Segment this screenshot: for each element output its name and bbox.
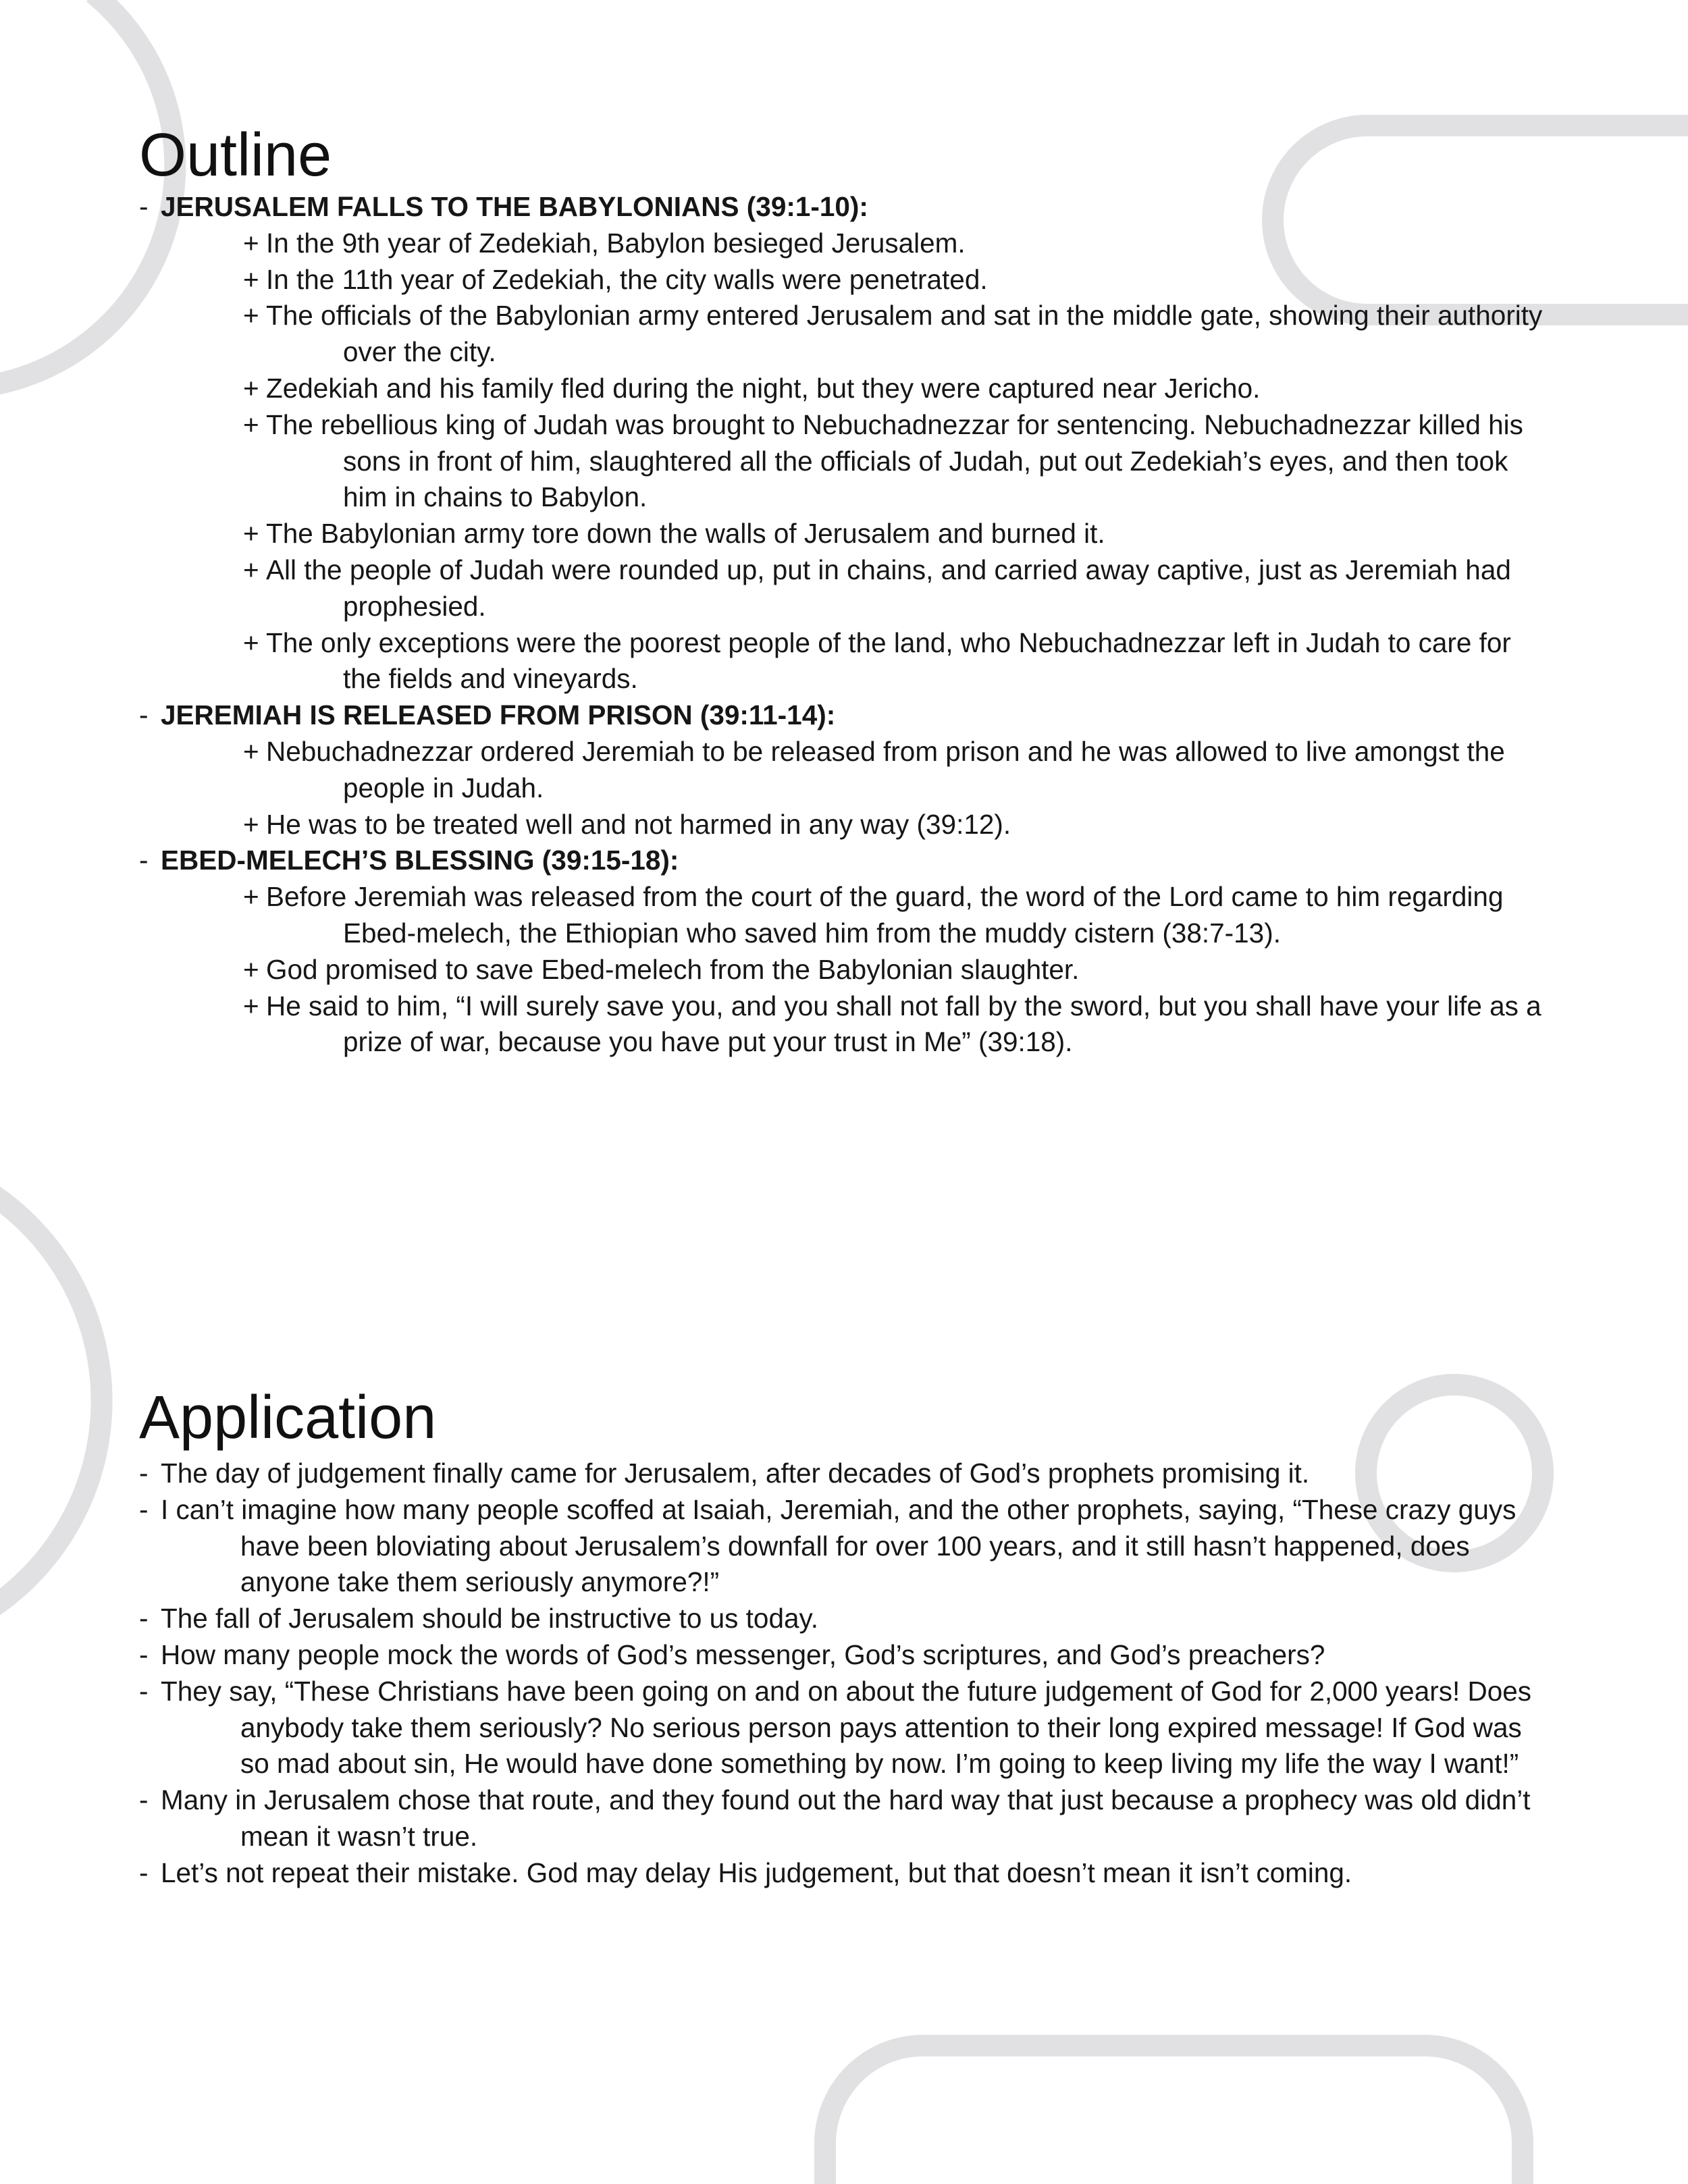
outline-group-heading [139,189,1553,225]
outline-body [139,189,1553,1061]
application-item [139,1456,1553,1492]
outline-item [139,952,1553,988]
plus-marker: + [243,518,259,550]
application-section [139,1384,1553,1892]
outline-group-heading-text: EBED-MELECH’S BLESSING (39:15-18): [161,845,679,876]
outline-section [139,122,1553,1061]
outline-item [139,807,1553,843]
outline-item-text: The officials of the Babylonian army entered Jerusalem and sat in the middle gate, showing their authority over the city. [266,300,1543,368]
outline-item-text: He said to him, “I will surely save you, and you shall not fall by the sword, but you shall have your life as a prize of war, because you have put your trust in Me” (39:18). [266,990,1541,1058]
application-item-text: The day of judgement finally came for Jerusalem, after decades of God’s prophets promising it. [161,1458,1310,1489]
plus-marker: + [243,263,259,295]
plus-marker: + [243,408,259,440]
application-body [139,1456,1553,1892]
application-item [139,1782,1553,1855]
application-item-text: I can’t imagine how many people scoffed at Isaiah, Jeremiah, and the other prophets, saying, “These crazy guys have been bloviating about Jerusalem’s downfall for over 100 years, and it still hasn’t happened, does anyone take them seriously anymore?!” [161,1493,1516,1598]
dash-marker: - [139,1675,149,1707]
application-item [139,1601,1553,1637]
plus-marker: + [243,627,259,658]
outline-item-text: He was to be treated well and not harmed in any way (39:12). [266,808,1011,840]
decor-arch-bottom [825,2046,1523,2184]
outline-item [139,552,1553,625]
outline-group-heading-text: JEREMIAH IS RELEASED FROM PRISON (39:11-14): [161,699,836,731]
plus-marker: + [243,990,259,1021]
application-item-text: Many in Jerusalem chose that route, and they found out the hard way that just because a prophecy was old didn’t mean it wasn’t true. [161,1784,1531,1852]
plus-marker: + [243,300,259,331]
outline-item-text: Before Jeremiah was released from the court of the guard, the word of the Lord came to him regarding Ebed-melech, the Ethiopian who saved him from the muddy cistern (38:7-13). [266,881,1504,949]
application-item [139,1855,1553,1892]
outline-item-text: The only exceptions were the poorest people of the land, who Nebuchadnezzar left in Judah to care for the fields and vineyards. [266,627,1511,695]
outline-group-heading [139,843,1553,879]
plus-marker: + [243,372,259,404]
application-item-text: How many people mock the words of God’s messenger, God’s scriptures, and God’s preachers? [161,1639,1325,1670]
outline-item-text: All the people of Judah were rounded up, put in chains, and carried away captive, just as Jeremiah had prophesied. [266,554,1511,622]
plus-marker: + [243,227,259,259]
outline-item [139,262,1553,298]
dash-marker: - [139,1639,149,1670]
application-item [139,1637,1553,1674]
application-item-text: They say, “These Christians have been going on and on about the future judgement of God for 2,000 years! Does anybody take them seriously? No serious person pays attention to their long expired message! If God was so mad about sin, He would have done something by now. I’m going to keep living my life the way I want!” [161,1675,1532,1780]
application-item-text: Let’s not repeat their mistake. God may delay His judgement, but that doesn’t mean it isn’t coming. [161,1857,1352,1888]
outline-item-text: The rebellious king of Judah was brought to Nebuchadnezzar for sentencing. Nebuchadnezzar killed his sons in front of him, slaughtered all the officials of Judah, put out Zedekiah’s eyes, and then took him in chains to Babylon. [266,408,1523,513]
application-item [139,1674,1553,1782]
outline-item-text: Nebuchadnezzar ordered Jeremiah to be released from prison and he was allowed to live amongst the people in Judah. [266,735,1505,803]
outline-item [139,371,1553,407]
outline-item [139,407,1553,516]
plus-marker: + [243,735,259,767]
dash-marker: - [139,1603,149,1634]
dash-marker: - [139,1493,149,1525]
plus-marker: + [243,554,259,585]
plus-marker: + [243,881,259,913]
dash-marker: - [139,699,149,731]
dash-marker: - [139,191,149,222]
application-item-text: The fall of Jerusalem should be instructive to us today. [161,1603,818,1634]
dash-marker: - [139,845,149,876]
outline-title: Outline [139,122,332,189]
dash-marker: - [139,1458,149,1489]
outline-item-text: In the 9th year of Zedekiah, Babylon besieged Jerusalem. [266,227,966,259]
plus-marker: + [243,953,259,985]
application-item [139,1492,1553,1601]
outline-item [139,879,1553,952]
plus-marker: + [243,808,259,840]
outline-item [139,734,1553,807]
dash-marker: - [139,1857,149,1888]
outline-item-text: God promised to save Ebed-melech from the Babylonian slaughter. [266,953,1080,985]
dash-marker: - [139,1784,149,1816]
outline-item [139,988,1553,1061]
outline-item [139,225,1553,262]
outline-item-text: Zedekiah and his family fled during the night, but they were captured near Jericho. [266,372,1261,404]
outline-item [139,516,1553,552]
decor-arc-mid-left [0,1195,102,1607]
outline-item [139,298,1553,371]
outline-item-text: In the 11th year of Zedekiah, the city walls were penetrated. [266,263,988,295]
outline-item [139,625,1553,698]
application-title: Application [139,1384,437,1451]
outline-item-text: The Babylonian army tore down the walls of Jerusalem and burned it. [266,518,1105,550]
outline-group-heading-text: JERUSALEM FALLS TO THE BABYLONIANS (39:1-10): [161,191,868,222]
outline-group-heading [139,697,1553,734]
